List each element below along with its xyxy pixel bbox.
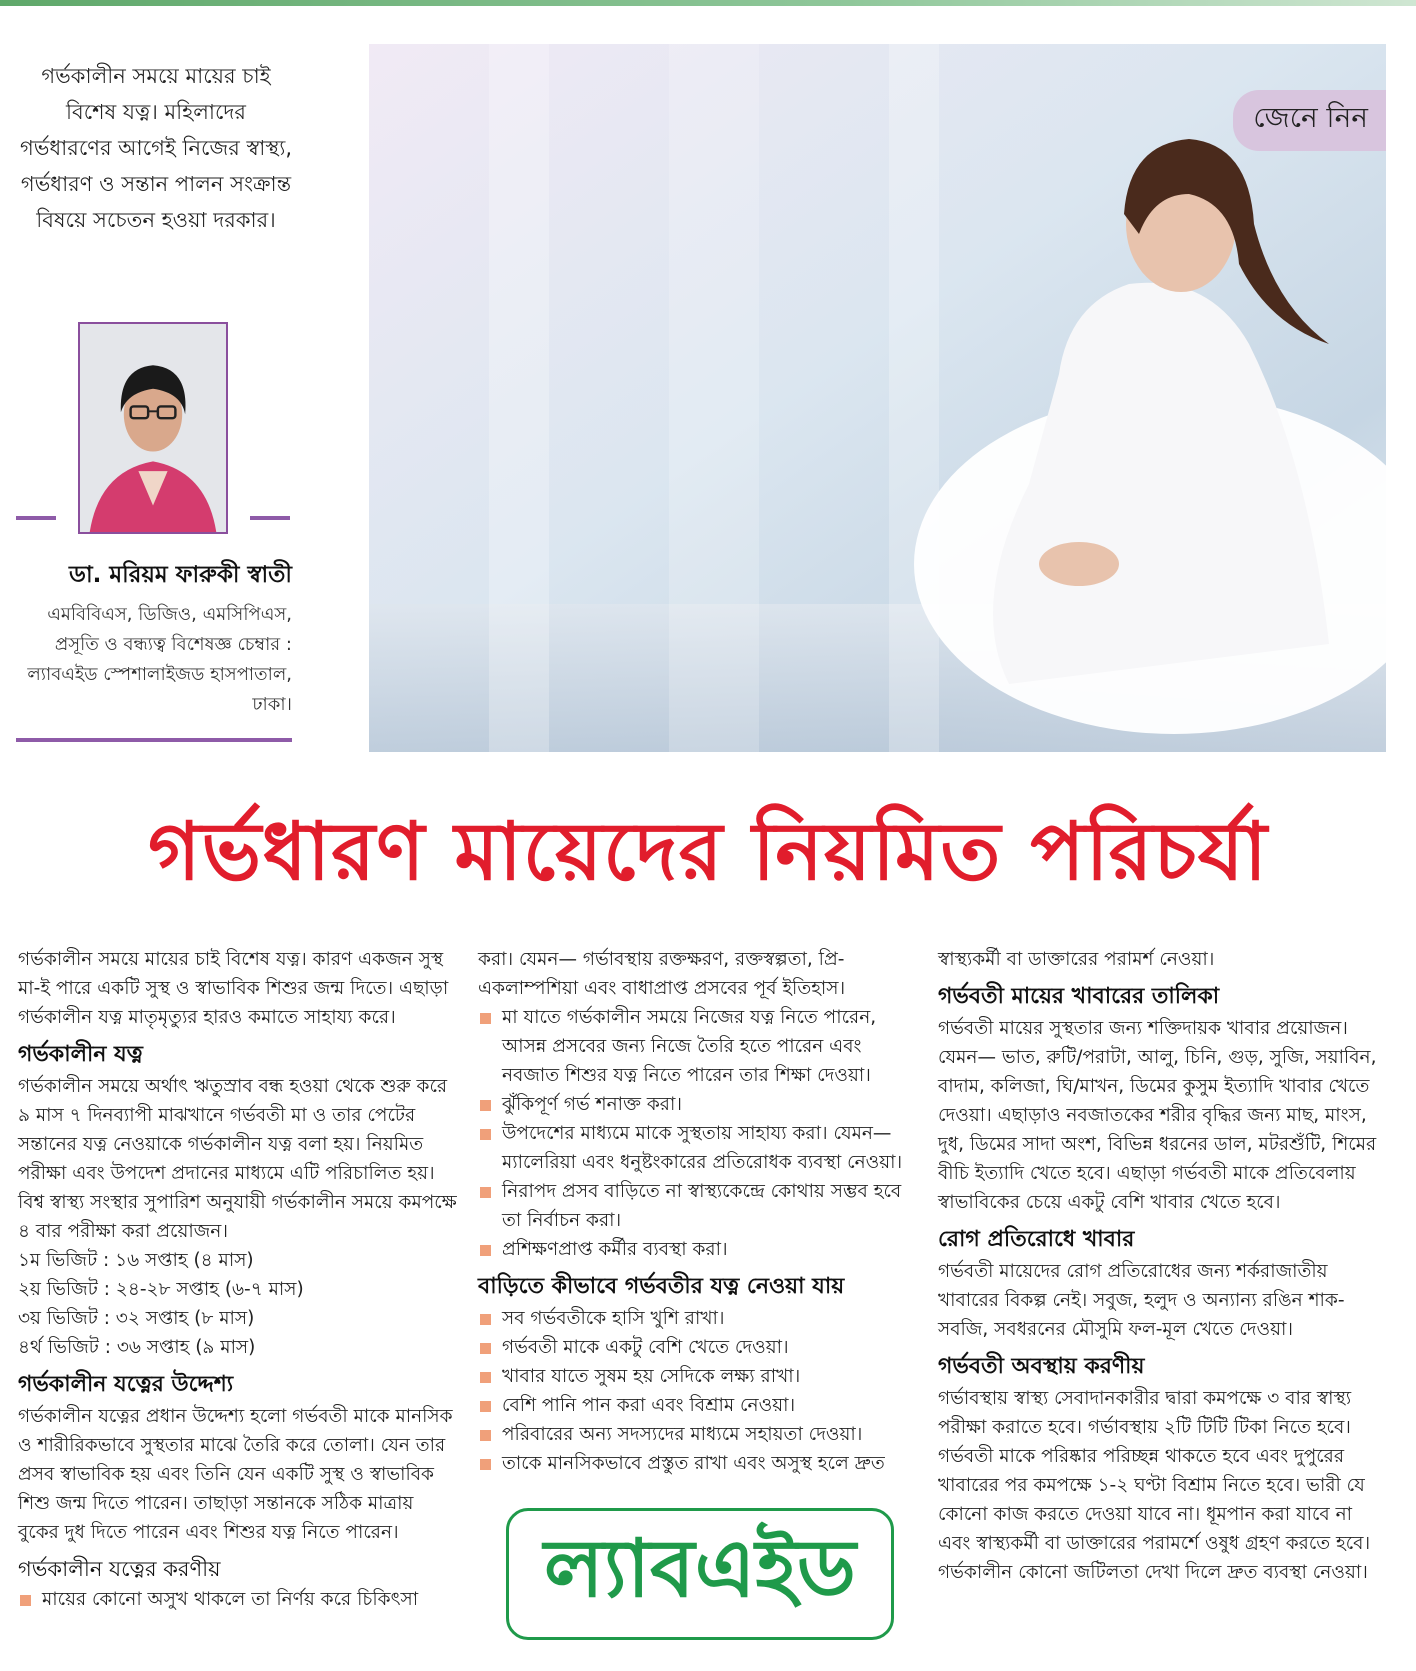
col1-subheading-todo: গর্ভকালীন যত্নের করণীয় [18,1557,221,1581]
hero-image [369,44,1386,752]
col3-paragraph: গর্ভকালীন কোনো জটিলতা দেখা দিলে দ্রুত ব্যবস্থা নেওয়া। [938,1562,1368,1583]
author-name: ডা. মরিয়ম ফারুকী স্বাতী [69,562,292,588]
col3-heading-pregnancy-todo: গর্ভবতী অবস্থায় করণীয় [938,1354,1145,1379]
headline: গর্ভধারণ মায়েদের নিয়মিত পরিচর্যা [148,805,1268,898]
top-accent-bar [0,0,1416,6]
list-item: নিরাপদ প্রসব বাড়িতে না স্বাস্থ্যকেন্দ্রে কোথায় সম্ভব হবে তা নির্বাচন করা। [478,1177,920,1235]
col1-paragraph: গর্ভকালীন যত্নের প্রধান উদ্দেশ্য হলো গর্ভবতী মাকে মানসিক ও শারীরিকভাবে সুস্থতার মাঝে তৈরি করে তোলা। যেন তার প্রসব স্বাভাবিক হয় এবং তিনি যেন একটি সুস্থ ও স্বাভাবিক শিশু জন্ম দিতে পারেন। তাছাড়া সন্তানকে সঠিক মাত্রায় বুকের দুধ দিতে পারেন এবং শিশুর যত্ন নিতে পারেন। [18,1406,453,1543]
col3-paragraph: স্বাস্থ্যকর্মী বা ডাক্তারের পরামর্শ নেওয়া। [938,949,1215,970]
list-item: উপদেশের মাধ্যমে মাকে সুস্থতায় সাহায্য করা। যেমন— ম্যালেরিয়া এবং ধনুষ্টংকারের প্রতিরোধক ব্যবস্থা নেওয়া। [478,1119,920,1177]
list-item: পরিবারের অন্য সদস্যদের মাধ্যমে সহায়তা দেওয়া। [478,1420,920,1449]
col1-heading-purpose: গর্ভকালীন যত্নের উদ্দেশ্য [18,1372,234,1397]
list-item: গর্ভবতী মাকে একটু বেশি খেতে দেওয়া। [478,1333,920,1362]
divider-bottom [16,738,292,742]
section-badge: জেনে নিন [1233,90,1386,151]
list-item: প্রশিক্ষণপ্রাপ্ত কর্মীর ব্যবস্থা করা। [478,1235,920,1264]
column-3 [938,945,1384,1587]
list-item: বেশি পানি পান করা এবং বিশ্রাম নেওয়া। [478,1391,920,1420]
author-credentials: এমবিবিএস, ডিজিও, এমসিপিএস, প্রসূতি ও বন্ধ্যত্ব বিশেষজ্ঞ চেম্বার : ল্যাবএইড স্পেশালাইজড হাসপাতাল, ঢাকা। [27,604,292,715]
col3-paragraph: গর্ভাবস্থায় স্বাস্থ্য সেবাদানকারীর দ্বারা কমপক্ষে ৩ বার স্বাস্থ্য পরীক্ষা করাতে হবে। গর্ভাবস্থায় ২টি টিটি টিকা নিতে হবে। গর্ভবতী মাকে পরিষ্কার পরিচ্ছন্ন থাকতে হবে এবং দুপুরের খাবারের পর কমপক্ষে ১-২ ঘণ্টা বিশ্রাম নিতে হবে। ভারী যে কোনো কাজ করতে দেওয়া যাবে না। ধূমপান করা যাবে না এবং স্বাস্থ্যকর্মী বা ডাক্তারের পরামর্শে ওষুধ গ্রহণ করতে হবে। [938,1388,1371,1554]
divider-left [16,516,56,520]
list-item: মায়ের কোনো অসুখ থাকলে তা নির্ণয় করে চিকিৎসা [18,1585,460,1614]
list-item: তাকে মানসিকভাবে প্রস্তুত রাখা এবং অসুস্থ হলে দ্রুত [478,1449,920,1478]
author-photo [78,322,228,534]
column-2 [478,945,920,1478]
col2-heading-home-care: বাড়িতে কীভাবে গর্ভবতীর যত্ন নেওয়া যায় [478,1274,845,1299]
list-item: খাবার যাতে সুষম হয় সেদিকে লক্ষ্য রাখা। [478,1362,920,1391]
visit-2: ২য় ভিজিট : ২৪-২৮ সপ্তাহ (৬-৭ মাস) [18,1279,304,1300]
col1-paragraph: গর্ভকালীন সময়ে মায়ের চাই বিশেষ যত্ন। কারণ একজন সুস্থ মা-ই পারে একটি সুস্থ ও স্বাভাবিক শিশুর জন্ম দিতে। এছাড়া গর্ভকালীন যত্ন মাতৃমৃত্যুর হারও কমাতে সাহায্য করে। [18,949,449,1028]
list-item: সব গর্ভবতীকে হাসি খুশি রাখা। [478,1304,920,1333]
col1-paragraph: গর্ভকালীন সময়ে অর্থাৎ ঋতুস্রাব বন্ধ হওয়া থেকে শুরু করে ৯ মাস ৭ দিনব্যাপী মাঝখানে গর্ভবতী মা ও তার পেটের সন্তানের যত্ন নেওয়াকে গর্ভকালীন যত্ন বলা হয়। নিয়মিত পরীক্ষা এবং উপদেশ প্রদানের মাধ্যমে এটি পরিচালিত হয়। বিশ্ব স্বাস্থ্য সংস্থার সুপারিশ অনুযায়ী গর্ভকালীন সময়ে কমপক্ষে ৪ বার পরীক্ষা করা প্রয়োজন। [18,1076,457,1242]
visit-4: ৪র্থ ভিজিট : ৩৬ সপ্তাহ (৯ মাস) [18,1337,256,1358]
list-item: মা যাতে গর্ভকালীন সময়ে নিজের যত্ন নিতে পারেন, আসন্ন প্রসবের জন্য নিজে তৈরি হতে পারেন এবং নবজাত শিশুর যত্ন নিতে পারেন তার শিক্ষা দেওয়া। [478,1003,920,1090]
labaid-logo: ল্যাবএইড [506,1508,894,1640]
col3-paragraph: গর্ভবতী মায়েদের রোগ প্রতিরোধের জন্য শর্করাজাতীয় খাবারের বিকল্প নেই। সবুজ, হলুদ ও অন্যান্য রঙিন শাক-সবজি, সবধরনের মৌসুমি ফল-মূল খেতে দেওয়া। [938,1261,1345,1340]
column-1 [18,945,460,1614]
col3-paragraph: গর্ভবতী মায়ের সুস্থতার জন্য শক্তিদায়ক খাবার প্রয়োজন। যেমন— ভাত, রুটি/পরাটা, আলু, চিনি, গুড়, সুজি, সয়াবিন, বাদাম, কলিজা, ঘি/মাখন, ডিমের কুসুম ইত্যাদি খাবার খেতে দেওয়া। এছাড়াও নবজাতকের শরীর বৃদ্ধির জন্য মাছ, মাংস, দুধ, ডিমের সাদা অংশ, বিভিন্ন ধরনের ডাল, মটরশুঁটি, শিমের বীচি ইত্যাদি খেতে হবে। এছাড়া গর্ভবতী মাকে প্রতিবেলায় স্বাভাবিকের চেয়ে একটু বেশি খাবার খেতে হবে। [938,1018,1377,1213]
visit-3: ৩য় ভিজিট : ৩২ সপ্তাহ (৮ মাস) [18,1308,255,1329]
col2-paragraph: করা। যেমন— গর্ভাবস্থায় রক্তক্ষরণ, রক্তস্বল্পতা, প্রি-একলাম্পশিয়া এবং বাধাপ্রাপ্ত প্রসবের পূর্ব ইতিহাস। [478,949,846,999]
col3-heading-food-list: গর্ভবতী মায়ের খাবারের তালিকা [938,984,1220,1009]
list-item: ঝুঁকিপূর্ণ গর্ভ শনাক্ত করা। [478,1090,920,1119]
col3-heading-immunity-food: রোগ প্রতিরোধে খাবার [938,1227,1135,1252]
col1-heading-care: গর্ভকালীন যত্ন [18,1042,143,1067]
divider-right [250,516,290,520]
intro-text: গর্ভকালীন সময়ে মায়ের চাই বিশেষ যত্ন। মহিলাদের গর্ভধারণের আগেই নিজের স্বাস্থ্য, গর্ভধারণ ও সন্তান পালন সংক্রান্ত বিষয়ে সচেতন হওয়া দরকার। [20,64,293,232]
visit-1: ১ম ভিজিট : ১৬ সপ্তাহ (৪ মাস) [18,1250,254,1271]
